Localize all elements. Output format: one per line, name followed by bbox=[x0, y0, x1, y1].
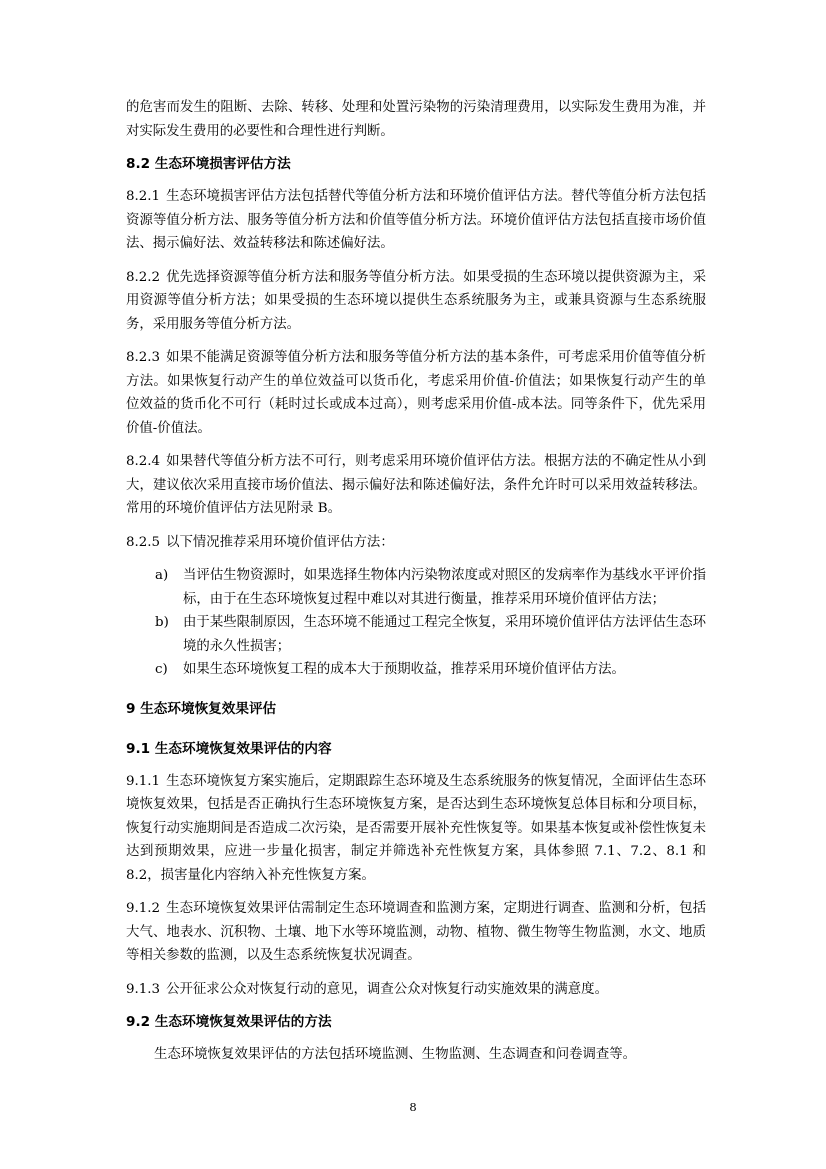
clause-9-1-1 bbox=[126, 770, 706, 888]
section-9-2-heading: 9.2 生态环境恢复效果评估的方法 bbox=[126, 1014, 332, 1030]
clause-9-1-3 bbox=[126, 978, 706, 1002]
clause-number: 9.1.3 bbox=[126, 981, 161, 997]
clause-number: 8.2.2 bbox=[126, 269, 161, 285]
clause-8-2-3 bbox=[126, 346, 706, 440]
document-page bbox=[126, 96, 706, 1067]
situation-list bbox=[126, 564, 706, 682]
clause-8-2-2 bbox=[126, 266, 706, 337]
clause-text: 以下情况推荐采用环境价值评估方法： bbox=[166, 534, 394, 550]
clause-text: 如果不能满足资源等值分析方法和服务等值分析方法的基本条件，可考虑采用价值等值分析方法。如果恢复行动产生的单位效益可以货币化，考虑采用价值-价值法；如果恢复行动产生的单位效益的货币化不可行（耗时过长或成本过高），则考虑采用价值-成本法。同等条件下，优先采用价值-价值法。 bbox=[126, 350, 706, 436]
list-item bbox=[126, 611, 706, 658]
list-item-text: 由于某些限制原因，生态环境不能通过工程完全恢复，采用环境价值评估方法评估生态环境的永久性损害； bbox=[183, 615, 706, 654]
clause-8-2-5 bbox=[126, 531, 706, 555]
clause-8-2-4 bbox=[126, 450, 706, 521]
clause-number: 9.1.1 bbox=[126, 773, 161, 789]
clause-number: 8.2.1 bbox=[126, 189, 161, 204]
clause-text: 生态环境恢复效果评估需制定生态环境调查和监测方案，定期进行调查、监测和分析，包括大气、地表水、沉积物、土壤、地下水等环境监测，动物、植物、微生物等生物监测，水文、地质等相关参数的监测，以及生态系统恢复状况调查。 bbox=[126, 901, 706, 963]
section-9-1-heading: 9.1 生态环境恢复效果评估的内容 bbox=[126, 740, 332, 757]
clause-text: 优先选择资源等值分析方法和服务等值分析方法。如果受损的生态环境以提供资源为主，采用资源等值分析方法；如果受损的生态环境以提供生态系统服务为主，或兼具资源与生态系统服务，采用服务等值分析方法。 bbox=[126, 269, 706, 332]
list-marker: a) bbox=[155, 568, 169, 583]
clause-text: 公开征求公众对恢复行动的意见，调查公众对恢复行动实施效果的满意度。 bbox=[166, 981, 608, 997]
clause-number: 8.2.3 bbox=[126, 350, 161, 365]
list-item bbox=[126, 564, 706, 611]
continuation-paragraph: 的危害而发生的阻断、去除、转移、处理和处置污染物的污染清理费用，以实际发生费用为准，并对实际发生费用的必要性和合理性进行判断。 bbox=[126, 100, 706, 139]
clause-number: 9.1.2 bbox=[126, 901, 161, 916]
clause-text: 生态环境损害评估方法包括替代等值分析方法和环境价值评估方法。替代等值分析方法包括资源等值分析方法、服务等值分析方法和价值等值分析方法。环境价值评估方法包括直接市场价值法、揭示偏好法、效益转移法和陈述偏好法。 bbox=[126, 189, 706, 251]
clause-number: 8.2.4 bbox=[126, 454, 161, 469]
list-item bbox=[126, 658, 706, 682]
clause-9-1-2 bbox=[126, 897, 706, 968]
section-9-2-paragraph: 生态环境恢复效果评估的方法包括环境监测、生物监测、生态调查和问卷调查等。 bbox=[154, 1047, 637, 1062]
section-8-2-heading: 8.2 生态环境损害评估方法 bbox=[126, 156, 291, 172]
list-marker: b) bbox=[155, 615, 169, 630]
clause-text: 如果替代等值分析方法不可行，则考虑采用环境价值评估方法。根据方法的不确定性从小到大，建议依次采用直接市场价值法、揭示偏好法和陈述偏好法，条件允许时可以采用效益转移法。常用的环境价值评估方法见附录 B。 bbox=[126, 454, 706, 516]
list-item-text: 当评估生物资源时，如果选择生物体内污染物浓度或对照区的发病率作为基线水平评价指标，由于在生态环境恢复过程中难以对其进行衡量，推荐采用环境价值评估方法； bbox=[183, 568, 706, 607]
clause-number: 8.2.5 bbox=[126, 534, 161, 550]
list-marker: c) bbox=[155, 662, 168, 677]
list-item-text: 如果生态环境恢复工程的成本大于预期收益，推荐采用环境价值评估方法。 bbox=[183, 662, 625, 677]
page-number: 8 bbox=[409, 1100, 417, 1114]
clause-8-2-1 bbox=[126, 185, 706, 256]
section-9-heading: 9 生态环境恢复效果评估 bbox=[126, 700, 277, 717]
clause-text: 生态环境恢复方案实施后，定期跟踪生态环境及生态系统服务的恢复情况，全面评估生态环境恢复效果，包括是否正确执行生态环境恢复方案，是否达到生态环境恢复总体目标和分项目标，恢复行动实施期间是否造成二次污染，是否需要开展补充性恢复等。如果基本恢复或补偿性恢复未达到预期效果，应进一步量化损害，制定并筛选补充性恢复方案，具体参照 7.1、7.2、8.1 和 8.2，损害量化内容纳入补充性恢复方案。 bbox=[126, 773, 706, 883]
